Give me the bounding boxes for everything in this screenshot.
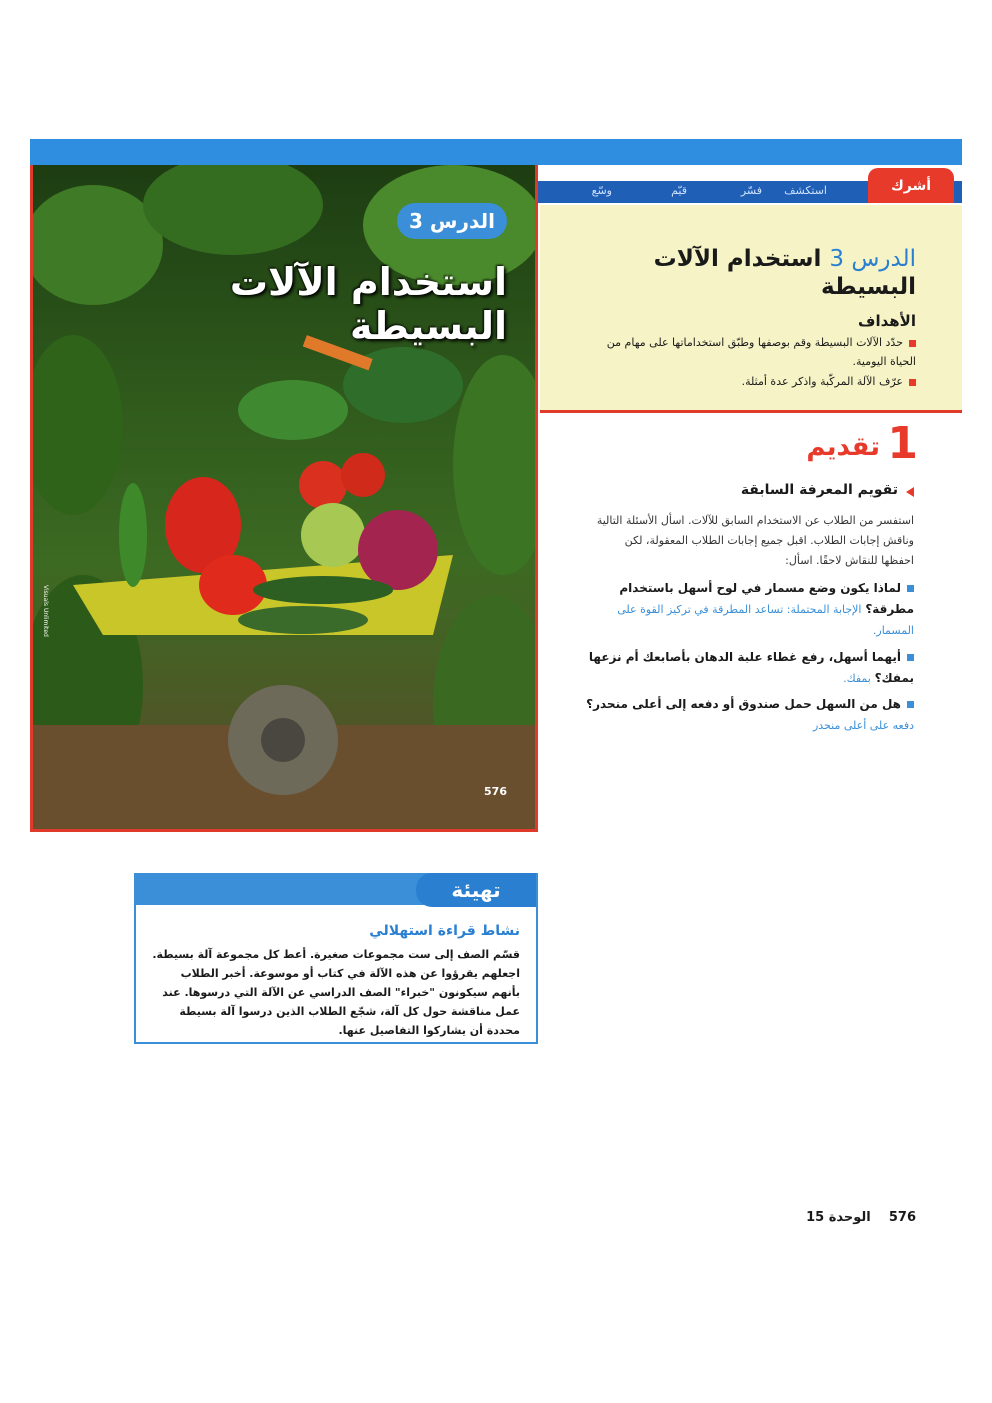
- section-title: تقديم: [806, 432, 880, 462]
- header-band: [30, 139, 962, 165]
- answer-text: بمفك.: [843, 672, 871, 685]
- objectives-title: الأهداف: [858, 312, 916, 330]
- lesson-title: استخدام الآلات البسيطة: [653, 246, 916, 300]
- lesson-label: الدرس 3: [829, 246, 916, 272]
- prior-knowledge-body: استفسر من الطلاب عن الاستخدام السابق للآلات. اسأل الأسئلة التالية وناقش إجابات الطلاب. اقبل جميع إجابات الطلاب المعقولة، لكن احفظها للنقاش لاحقًا. اسأل:: [596, 514, 914, 567]
- bullet-square-icon: [907, 654, 914, 661]
- photo-page-number: 576: [484, 785, 507, 798]
- question-item: لماذا يكون وضع مسمار في لوح أسهل باستخدام مطرقة؟ الإجابة المحتملة: تساعد المطرقة في تركيز القوة على المسمار.: [617, 581, 914, 637]
- lesson-photo: [30, 165, 538, 832]
- lesson-heading: [576, 245, 916, 301]
- tab-evaluate[interactable]: قيّم: [671, 184, 687, 197]
- page-footer: [806, 1210, 916, 1225]
- question-item: هل من السهل حمل صندوق أو دفعه إلى أعلى منحدر؟ دفعه على أعلى منحدر: [586, 697, 914, 732]
- footer-unit: الوحدة 15: [806, 1210, 871, 1225]
- bullet-square-icon: [909, 379, 916, 386]
- tab-explore[interactable]: استكشف: [784, 184, 827, 197]
- objective-item: حدّد الآلات البسيطة وقم بوصفها وطبّق استخداماتها على مهام من الحياة اليومية.: [606, 336, 916, 368]
- warmup-box: [134, 873, 538, 1044]
- bullet-square-icon: [909, 340, 916, 347]
- bullet-square-icon: [907, 585, 914, 592]
- triangle-bullet-icon: [906, 487, 914, 497]
- tab-explain[interactable]: فسّر: [740, 184, 762, 197]
- photo-credit: Visuals Unlimited: [42, 585, 49, 637]
- bullet-square-icon: [907, 701, 914, 708]
- photo-title: استخدام الآلات البسيطة: [229, 260, 507, 348]
- answer-text: الإجابة المحتملة: تساعد المطرقة في تركيز القوة على المسمار.: [617, 603, 914, 637]
- warmup-body: قسّم الصف إلى ست مجموعات صغيرة. أعط كل مجموعة آلة بسيطة. اجعلهم يقرؤوا عن هذه الآلة في كتاب أو موسوعة. أخبر الطلاب بأنهم سيكونون "خبراء" الصف الدراسي عن الآلة التي درسوها. عند عمل مناقشة حول كل آلة، شجّع الطلاب الذين درسوا آلة بسيطة محددة أن يشاركوا التفاصيل عنها.: [152, 948, 520, 1037]
- tab-extend[interactable]: وسّع: [591, 184, 612, 197]
- prior-knowledge-title: تقويم المعرفة السابقة: [740, 482, 898, 498]
- question-item: أيهما أسهل، رفع غطاء علبة الدهان بأصابعك أم نزعها بمفك؟ بمفك.: [588, 650, 914, 685]
- footer-page-number: 576: [888, 1210, 916, 1225]
- warmup-tab: تهيئة: [416, 873, 536, 907]
- photo-lesson-tab: الدرس 3: [397, 203, 507, 239]
- tab-engage[interactable]: أشرك: [868, 168, 954, 203]
- section-number: 1: [887, 418, 918, 469]
- objective-item: عرّف الآلة المركّبة واذكر عدة أمثلة.: [591, 372, 916, 391]
- warmup-activity-title: نشاط قراءة استهلالي: [369, 923, 520, 939]
- answer-text: دفعه على أعلى منحدر: [812, 719, 914, 732]
- lesson-objectives-box: [540, 205, 962, 413]
